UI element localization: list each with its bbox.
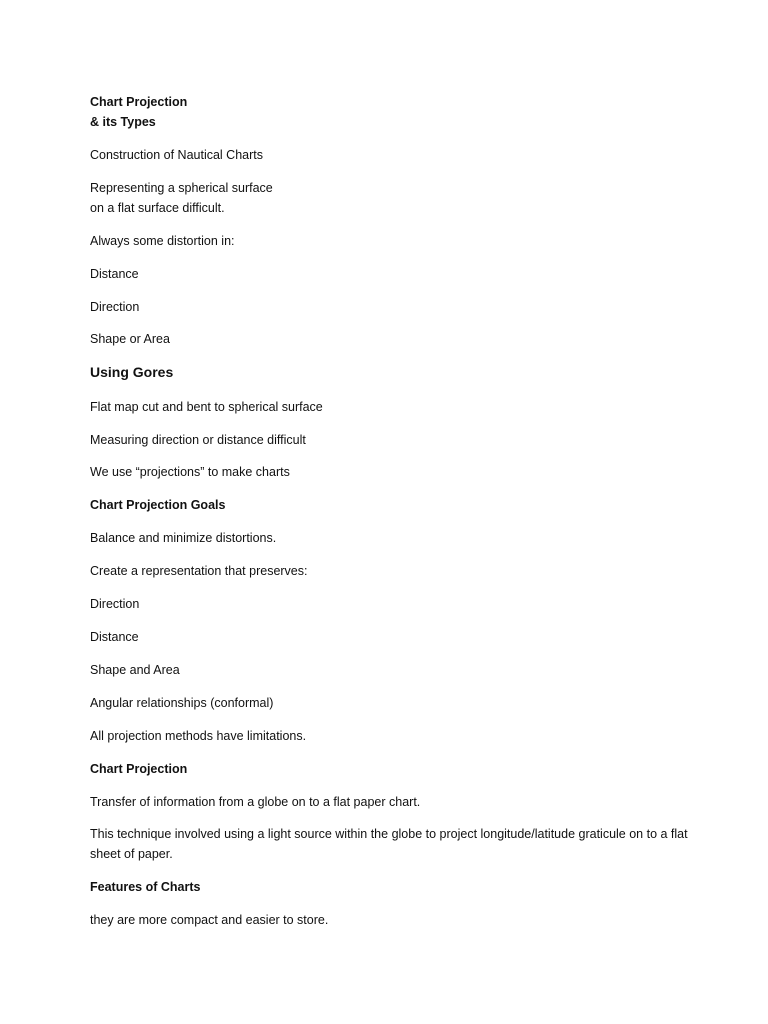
heading-features-of-charts: Features of Charts (90, 880, 201, 894)
paragraph-distortion: Always some distortion in: (90, 234, 235, 248)
paragraph-compact: they are more compact and easier to store. (90, 913, 329, 927)
paragraph-transfer: Transfer of information from a globe on to a flat paper chart. (90, 795, 421, 809)
paragraph-construction: Construction of Nautical Charts (90, 148, 263, 162)
paragraph-create-representation: Create a representation that preserves: (90, 564, 308, 578)
paragraph-measuring: Measuring direction or distance difficult (90, 433, 306, 447)
paragraph-technique: This technique involved using a light source within the globe to project longitude/latitude graticule on to a flat sheet of paper. (90, 827, 688, 861)
list-item-shape-or-area: Shape or Area (90, 332, 170, 346)
paragraph-representing-1: Representing a spherical surface (90, 181, 273, 195)
title-line-1: Chart Projection (90, 95, 188, 109)
paragraph-limitations: All projection methods have limitations. (90, 729, 307, 743)
heading-using-gores: Using Gores (90, 364, 174, 380)
list-item-direction-2: Direction (90, 597, 140, 611)
paragraph-flat-map: Flat map cut and bent to spherical surface (90, 400, 323, 414)
paragraph-we-use-projections: We use “projections” to make charts (90, 465, 290, 479)
heading-chart-projection-goals: Chart Projection Goals (90, 498, 226, 512)
paragraph-balance: Balance and minimize distortions. (90, 531, 277, 545)
list-item-direction: Direction (90, 300, 140, 314)
heading-chart-projection: Chart Projection (90, 762, 188, 776)
paragraph-representing-2: on a flat surface difficult. (90, 201, 225, 215)
title-line-2: & its Types (90, 115, 156, 129)
list-item-angular-relationships: Angular relationships (conformal) (90, 696, 274, 710)
list-item-distance: Distance (90, 267, 139, 281)
list-item-distance-2: Distance (90, 630, 139, 644)
list-item-shape-and-area: Shape and Area (90, 663, 180, 677)
